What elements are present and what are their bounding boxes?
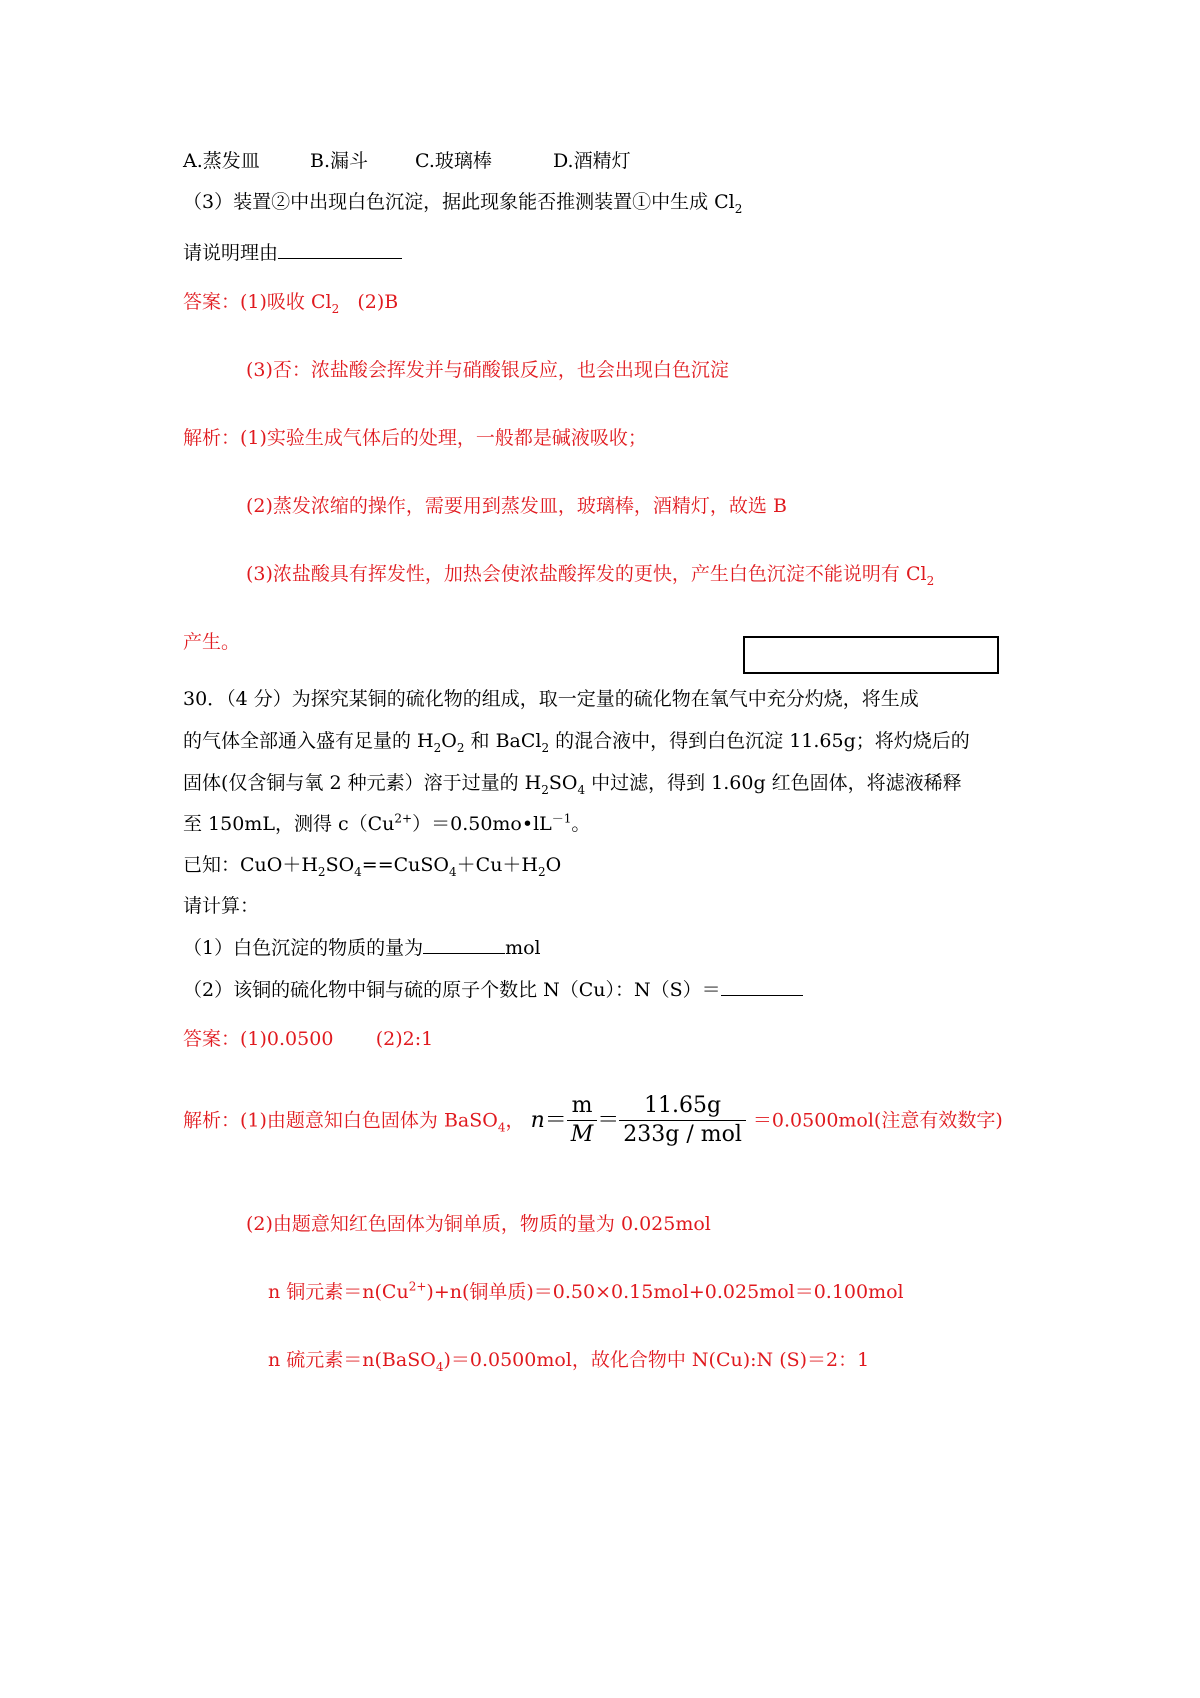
score-box <box>743 636 999 674</box>
q30-part1: （1）白色沉淀的物质的量为 mol <box>183 937 541 959</box>
q30-part2: （2）该铜的硫化物中铜与硫的原子个数比 N（Cu）：N（S）＝ <box>183 977 803 1002</box>
q30-analysis-4: n 硫元素＝n(BaSO$_4$)＝0.0500mol，故化合物中 N(Cu):N (S)＝2：1 <box>268 1349 870 1374</box>
option-a: A.蒸发皿 <box>183 150 260 172</box>
q29-analysis-3: (3)浓盐酸具有挥发性，加热会使浓盐酸挥发的更快，产生白色沉淀不能说明有 $Cl_2$ <box>246 563 935 588</box>
q30-known: 已知：$CuO+H_2SO_4==CuSO_4+Cu+H_2O$ <box>183 854 562 879</box>
option-d: D.酒精灯 <box>553 150 631 172</box>
q30-calc: 请计算： <box>183 895 260 917</box>
q29-analysis-3-end: 产生。 <box>183 631 241 653</box>
q30-answer: 答案：(1)0.0500 (2)2:1 <box>183 1028 434 1050</box>
option-c: C.玻璃棒 <box>415 150 492 172</box>
q29-answer: 答案：(1)吸收 $Cl_2$ (2)B <box>183 291 399 316</box>
q29-answer-3: (3)否：浓盐酸会挥发并与硝酸银反应，也会出现白色沉淀 <box>246 359 729 381</box>
q30-line-4: 至 150mL，测得 $c(Cu^{2+})=0.50mo•lL^{-1}$。 <box>183 811 591 835</box>
option-b: B.漏斗 <box>310 150 369 172</box>
q30-analysis-3: n 铜元素$=n(Cu^{2+})+n$(铜单质)＝0.50×0.15mol+0.025mol＝0.100mol <box>268 1279 904 1303</box>
q30-line-3: 固体(仅含铜与氧 2 种元素）溶于过量的 $H_2SO_4$ 中过滤，得到 1.60g 红色固体，将滤液稀释 <box>183 772 962 797</box>
formula: n＝ $\frac{m}{M}$ ＝ $\frac{11.65g}{\text{233g / mol}}$ <box>531 1108 753 1133</box>
q30-analysis-2: (2)由题意知红色固体为铜单质，物质的量为 0.025mol <box>246 1213 711 1235</box>
q29-part3: （3）装置②中出现白色沉淀，据此现象能否推测装置①中生成 $Cl_2$ <box>183 191 743 216</box>
q30-analysis-1: 解析：(1)由题意知白色固体为 BaSO$_4$， n＝ $\frac{m}{M}$ ＝ $\frac{11.65g}{\text{233g / mol}}$ ＝0.0500mol(注意有效数字) <box>183 1093 1003 1147</box>
q29-analysis-2: (2)蒸发浓缩的操作，需要用到蒸发皿，玻璃棒，酒精灯，故选 B <box>246 495 787 517</box>
q29-analysis-1: 解析：(1)实验生成气体后的处理，一般都是碱液吸收； <box>183 427 647 449</box>
q30-line-1: 30．（4 分）为探究某铜的硫化物的组成，取一定量的硫化物在氧气中充分灼烧，将生成 <box>183 688 919 710</box>
q30-line-2: 的气体全部通入盛有足量的 $H_2O_2$ 和 BaCl$_2$ 的混合液中，得到白色沉淀 11.65g；将灼烧后的 <box>183 730 970 755</box>
q29-reason-prompt: 请说明理由 <box>183 240 402 265</box>
